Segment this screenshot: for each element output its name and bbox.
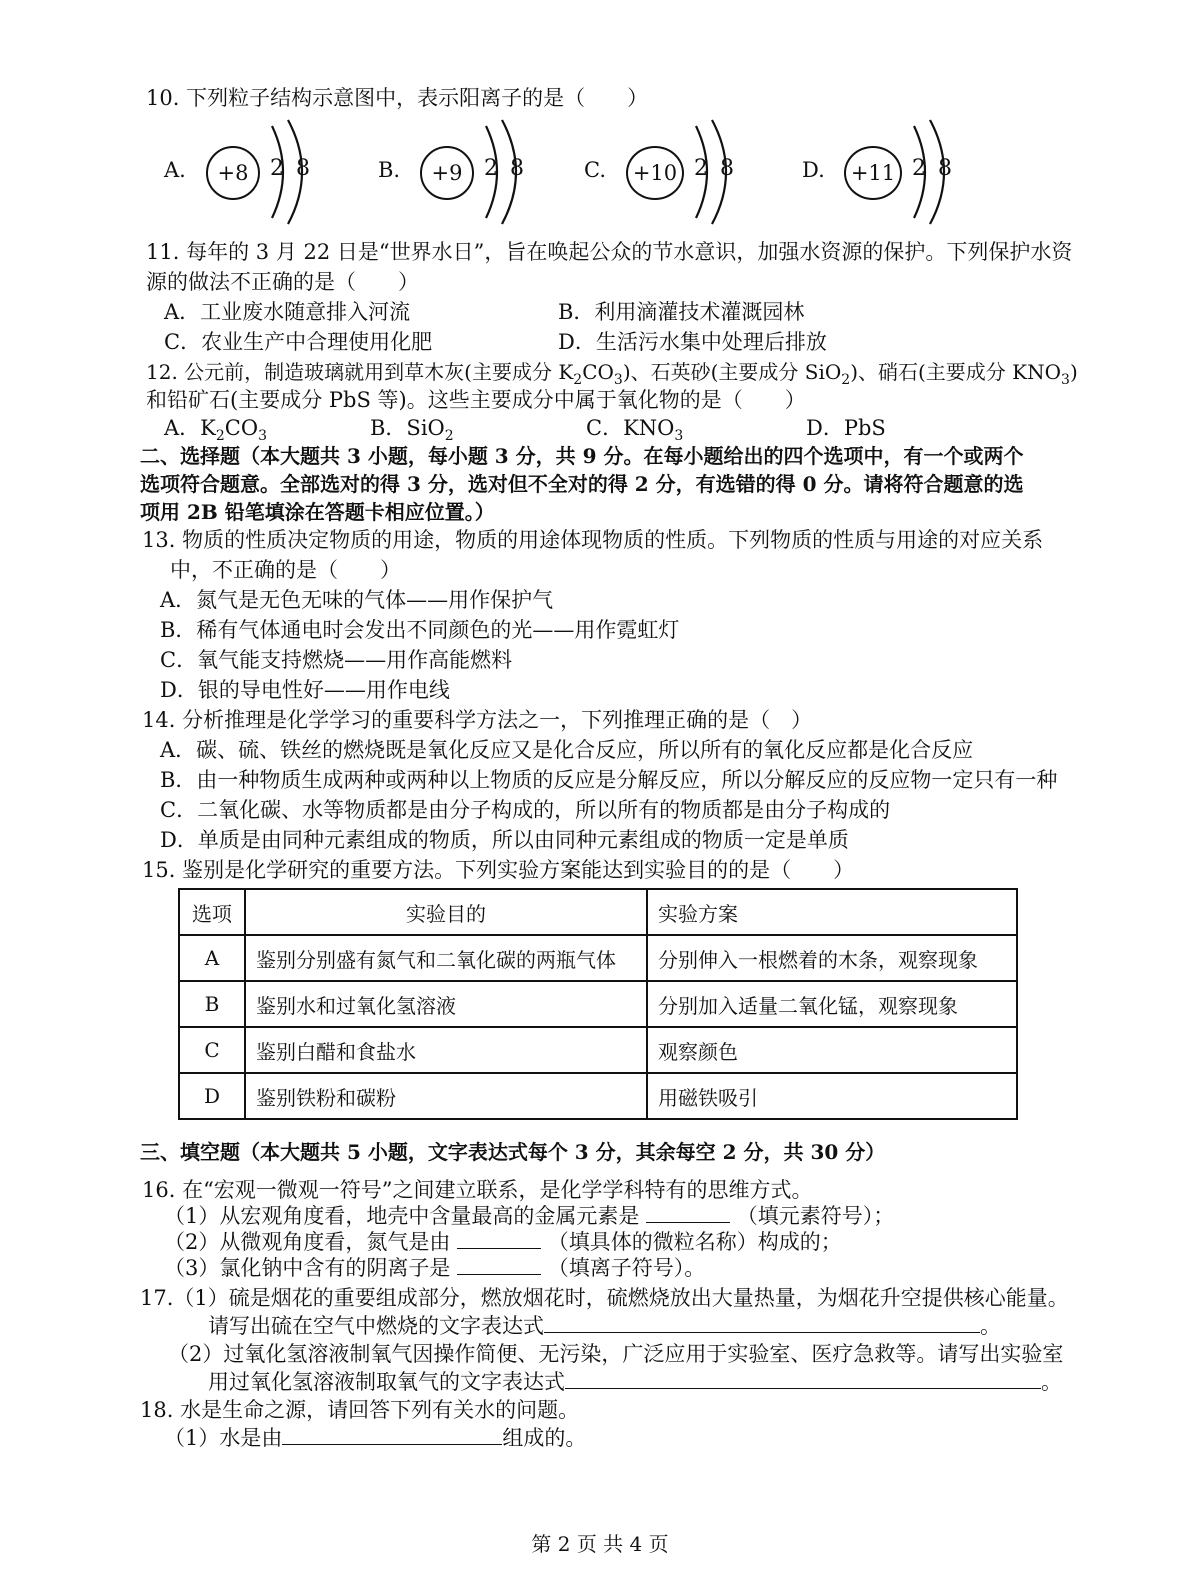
atom-diagram-a: [164, 116, 354, 228]
table-cell-plan: 用磁铁吸引: [647, 1073, 1017, 1119]
q14-stem: 14. 分析推理是化学学习的重要科学方法之一，下列推理正确的是（ ）: [142, 708, 813, 732]
table-cell-option: B: [179, 981, 245, 1027]
option-label: A.: [164, 158, 186, 182]
q14-option-a: A．碳、硫、铁丝的燃烧既是氧化反应又是化合反应，所以所有的氧化反应都是化合反应: [160, 738, 974, 762]
experiment-table: [178, 888, 1018, 1120]
table-cell-option: C: [179, 1027, 245, 1073]
atom-diagram-b: [378, 116, 568, 228]
q14-option-d: D．单质是由同种元素组成的物质，所以由同种元素组成的物质一定是单质: [160, 828, 849, 852]
answer-blank[interactable]: [565, 1370, 1041, 1389]
q13-stem-line1: 13. 物质的性质决定物质的用途，物质的用途体现物质的性质。下列物质的性质与用途的对应关系: [142, 528, 1044, 552]
table-cell-option: A: [179, 935, 245, 981]
q13-stem-line2: 中，不正确的是（ ）: [170, 558, 401, 582]
shell-1-electrons: 2: [694, 156, 708, 181]
atom-diagram-c: [584, 116, 774, 228]
header-purpose: 实验目的: [245, 889, 647, 935]
q11-option-d: D．生活污水集中处理后排放: [558, 330, 827, 354]
nucleus-charge: +8: [206, 146, 260, 200]
q16-sub1: （1）从宏观角度看，地壳中含量最高的金属元素是 （填元素符号）；: [164, 1204, 895, 1228]
section2-heading-line3: 项用 2B 铅笔填涂在答题卡相应位置。）: [140, 500, 495, 524]
nucleus-charge: +10: [626, 146, 684, 200]
q13-option-b: B．稀有气体通电时会发出不同颜色的光——用作霓虹灯: [160, 618, 680, 642]
q12-option-a: A．$K_2CO_3$: [164, 416, 267, 445]
table-row: [179, 1073, 1017, 1119]
shell-1-electrons: 2: [270, 156, 284, 181]
q12-option-c: C．$KNO_3$: [586, 416, 684, 445]
q11-stem-line2: 源的做法不正确的是（ ）: [146, 270, 419, 294]
table-header-row: [179, 889, 1017, 935]
q15-stem: 15. 鉴别是化学研究的重要方法。下列实验方案能达到实验目的的是（ ）: [142, 858, 855, 882]
table-cell-purpose: 鉴别分别盛有氮气和二氧化碳的两瓶气体: [245, 935, 647, 981]
table-cell-purpose: 鉴别白醋和食盐水: [245, 1027, 647, 1073]
nucleus-charge: +9: [420, 146, 474, 200]
q16-sub2: （2）从微观角度看，氮气是由 （填具体的微粒名称）构成的；: [164, 1230, 842, 1254]
answer-blank[interactable]: [282, 1426, 502, 1445]
table-row: [179, 935, 1017, 981]
option-label: B.: [378, 158, 401, 182]
table-row: [179, 981, 1017, 1027]
q12-option-d: D．PbS: [806, 416, 886, 440]
answer-blank[interactable]: [457, 1256, 541, 1275]
table-cell-plan: 观察颜色: [647, 1027, 1017, 1073]
q17-line4: 用过氧化氢溶液制取氧气的文字表达式 。: [208, 1370, 1062, 1394]
table-cell-purpose: 鉴别水和过氧化氢溶液: [245, 981, 647, 1027]
table-cell-purpose: 鉴别铁粉和碳粉: [245, 1073, 647, 1119]
q14-option-b: B．由一种物质生成两种或两种以上物质的反应是分解反应，所以分解反应的反应物一定只有一种: [160, 768, 1058, 792]
q13-option-d: D．银的导电性好——用作电线: [160, 678, 450, 702]
shell-2-electrons: 8: [296, 156, 310, 181]
shell-2-electrons: 8: [720, 156, 734, 181]
q10-stem: 10. 下列粒子结构示意图中，表示阳离子的是（ ）: [146, 86, 649, 110]
section2-heading-line1: 二、选择题（本大题共 3 小题，每小题 3 分，共 9 分。在每小题给出的四个选项中，有一个或两个: [140, 444, 1024, 468]
atom-diagram-d: [802, 116, 992, 228]
table-cell-plan: 分别伸入一根燃着的木条，观察现象: [647, 935, 1017, 981]
q12-option-b: B．SiO$_2$: [370, 416, 454, 445]
table-cell-plan: 分别加入适量二氧化锰，观察现象: [647, 981, 1017, 1027]
section3-heading: 三、填空题（本大题共 5 小题，文字表达式每个 3 分，其余每空 2 分，共 30 分）: [140, 1140, 886, 1164]
q11-option-b: B．利用滴灌技术灌溉园林: [558, 300, 805, 324]
section2-heading-line2: 选项符合题意。全部选对的得 3 分，选对但不全对的得 2 分，有选错的得 0 分。请将符合题意的选: [140, 472, 1024, 496]
shell-2-electrons: 8: [938, 156, 952, 181]
shell-1-electrons: 2: [484, 156, 498, 181]
shell-2-electrons: 8: [510, 156, 524, 181]
shell-1-electrons: 2: [912, 156, 926, 181]
q13-option-a: A．氮气是无色无味的气体——用作保护气: [160, 588, 554, 612]
table-cell-option: D: [179, 1073, 245, 1119]
table-row: [179, 1027, 1017, 1073]
q12-stem-line2: 和铅矿石(主要成分 PbS 等)。这些主要成分中属于氧化物的是（ ）: [146, 388, 806, 412]
answer-blank[interactable]: [646, 1204, 730, 1223]
q17-line2: 请写出硫在空气中燃烧的文字表达式 。: [208, 1314, 1001, 1338]
page-number: 第 2 页 共 4 页: [531, 1532, 669, 1556]
q17-line3: （2）过氧化氢溶液制氧气因操作简便、无污染，广泛应用于实验室、医疗急救等。请写出实验室: [168, 1342, 1064, 1366]
q11-option-c: C．农业生产中合理使用化肥: [164, 330, 433, 354]
header-plan: 实验方案: [647, 889, 1017, 935]
option-label: D.: [802, 158, 825, 182]
q16-sub3: （3）氯化钠中含有的阴离子是 （填离子符号）。: [164, 1256, 706, 1280]
q13-option-c: C．氧气能支持燃烧——用作高能燃料: [160, 648, 513, 672]
q17-line1: 17.（1）硫是烟花的重要组成部分，燃放烟花时，硫燃烧放出大量热量，为烟花升空提供核心能量。: [140, 1286, 1069, 1310]
option-label: C.: [584, 158, 606, 182]
q14-option-c: C．二氧化碳、水等物质都是由分子构成的，所以所有的物质都是由分子构成的: [160, 798, 891, 822]
answer-blank[interactable]: [457, 1230, 541, 1249]
header-option: 选项: [179, 889, 245, 935]
answer-blank[interactable]: [544, 1314, 980, 1333]
q18-stem: 18. 水是生命之源，请回答下列有关水的问题。: [140, 1398, 580, 1422]
q18-sub1: （1）水是由 组成的。: [164, 1426, 587, 1450]
nucleus-charge: +11: [844, 146, 902, 200]
q11-option-a: A．工业废水随意排入河流: [164, 300, 411, 324]
q16-stem: 16. 在“宏观一微观一符号”之间建立联系，是化学学科特有的思维方式。: [142, 1178, 813, 1202]
q12-stem-line1: 12. 公元前，制造玻璃就用到草木灰(主要成分 $K_2CO_3$)、石英砂(主要成分 SiO$_2$)、硝石(主要成分 $KNO_3$): [146, 360, 1078, 388]
q11-stem-line1: 11. 每年的 3 月 22 日是“世界水日”，旨在唤起公众的节水意识，加强水资源的保护。下列保护水资: [146, 240, 1073, 264]
